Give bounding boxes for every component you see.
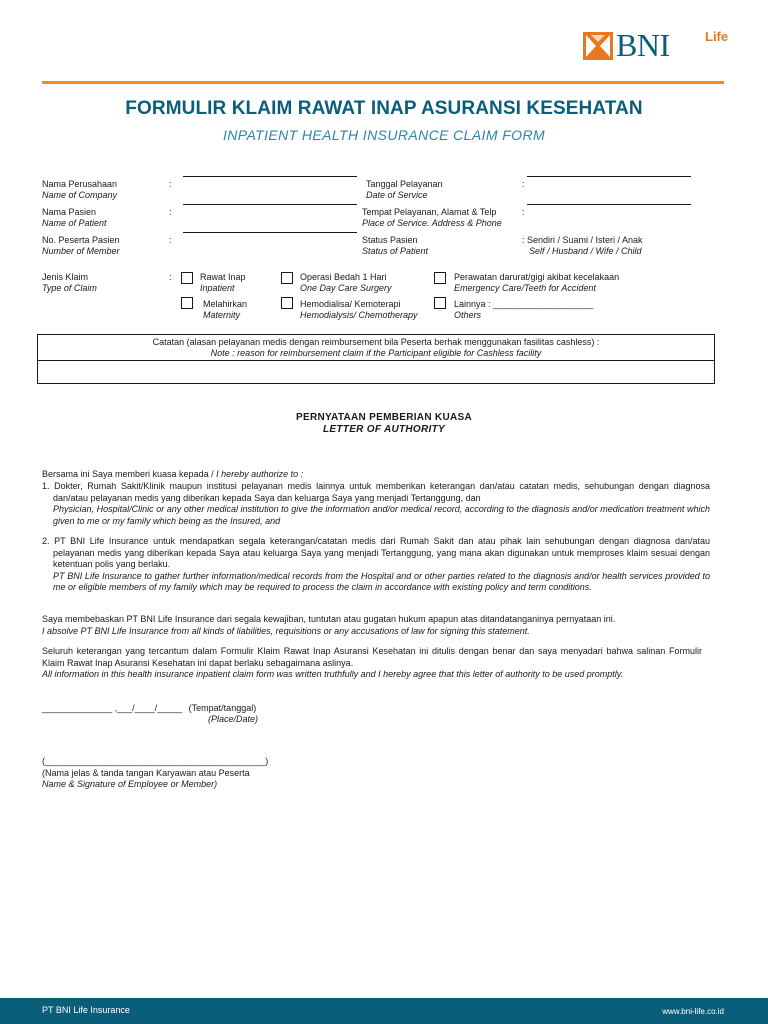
- other-checkbox[interactable]: [434, 297, 446, 309]
- company-label-id: Nama Perusahaan: [42, 179, 118, 189]
- patient-label-id: Nama Pasien: [42, 207, 97, 217]
- other-label-en: Others: [454, 310, 482, 320]
- place-date-field[interactable]: [42, 703, 256, 714]
- emergency-label-en: Emergency Care/Teeth for Accident: [454, 283, 596, 293]
- claim-type-label-en: Type of Claim: [42, 283, 97, 293]
- company-label: [42, 179, 117, 201]
- patient-input-line[interactable]: [183, 204, 357, 205]
- service-place-label: [362, 207, 502, 229]
- place-date-label-en: (Place/Date): [208, 714, 259, 724]
- status-label-en: Status of Patient: [362, 246, 429, 256]
- hemo-checkbox[interactable]: [281, 297, 293, 309]
- status-options-en: Self / Husband / Wife / Child: [529, 246, 642, 256]
- other-label-id: Lainnya : ____________________: [454, 299, 594, 309]
- status-options-id: : Sendiri / Suami / Isteri / Anak: [522, 235, 643, 245]
- authority-intro-en: I hereby authorize to :: [216, 469, 304, 479]
- maternity-checkbox[interactable]: [181, 297, 193, 309]
- surgery-label-id: Operasi Bedah 1 Hari: [300, 272, 387, 282]
- hemo-label-en: Hemodialysis/ Chemotherapy: [300, 310, 418, 320]
- status-label-id: Status Pasien: [362, 235, 418, 245]
- patient-colon: :: [169, 207, 172, 217]
- footer-company: PT BNI Life Insurance: [42, 1005, 130, 1015]
- maternity-option: [203, 299, 247, 321]
- patient-label-en: Name of Patient: [42, 218, 107, 228]
- company-input-line[interactable]: [183, 176, 357, 177]
- authority-declaration-id: Seluruh keterangan yang tercantum dalam Formulir Klaim Rawat Inap Asuransi Kesehatan ini ditulis dengan benar dan saya menyadari bahwa salinan Formulir Klaim Rawat Inap Asuransi Kesehatan ini dapat berlaku sebagaimana aslinya.: [42, 646, 702, 668]
- authority-point-2-en: PT BNI Life Insurance to gather further information/medical records from the Hospital and or other parties related to the diagnosis and/or health services provided to me or eligible members of my family which may be required to process the claim in accordance with existing policy and term conditions.: [53, 570, 710, 592]
- form-title: FORMULIR KLAIM RAWAT INAP ASURANSI KESEHATAN: [125, 98, 643, 119]
- authority-release-id: Saya membebaskan PT BNI Life Insurance dari segala kewajiban, tuntutan atau gugatan hukum apapun atas ditandatanganinya pernyataan ini.: [42, 614, 616, 624]
- emergency-checkbox[interactable]: [434, 272, 446, 284]
- logo-text: BNI: [616, 27, 670, 63]
- authority-intro: [42, 469, 712, 481]
- other-option: [454, 299, 593, 321]
- company-colon: :: [169, 179, 172, 189]
- maternity-label-id: Melahirkan: [203, 299, 248, 309]
- authority-point-2: [42, 536, 710, 594]
- member-colon: :: [169, 235, 172, 245]
- header-divider: [42, 81, 724, 84]
- authority-intro-id: Bersama ini Saya memberi kuasa kepada /: [42, 469, 217, 479]
- status-label: [362, 235, 428, 257]
- notes-divider: [38, 360, 714, 361]
- inpatient-checkbox[interactable]: [181, 272, 193, 284]
- service-place-colon: :: [522, 207, 525, 217]
- claim-type-label-id: Jenis Klaim: [42, 272, 89, 282]
- signature-line[interactable]: (____________________________________________): [42, 756, 269, 766]
- member-label-en: Number of Member: [42, 246, 120, 256]
- service-date-label: [366, 179, 443, 201]
- service-date-colon: :: [522, 179, 525, 189]
- maternity-label-en: Maternity: [203, 310, 241, 320]
- notes-caption-id: Catatan (alasan pelayanan medis dengan reimbursement bila Peserta berhak menggunakan fasilitas cashless) :: [152, 337, 600, 347]
- authority-title: PERNYATAAN PEMBERIAN KUASA: [296, 412, 472, 423]
- service-date-label-id: Tanggal Pelayanan: [366, 179, 443, 189]
- authority-point-1-en: Physician, Hospital/Clinic or any other medical institution to give the information and/or medical record, according to the diagnosis and/or medication treatment which given to me or my family which being as the Insured, and: [53, 504, 710, 526]
- inpatient-label-en: Inpatient: [200, 283, 235, 293]
- member-label-id: No. Peserta Pasien: [42, 235, 120, 245]
- notes-caption-en: Note : reason for reimbursement claim if the Participant eligible for Cashless facility: [210, 348, 542, 358]
- claim-type-label: [42, 272, 97, 294]
- hemo-label-id: Hemodialisa/ Kemoterapi: [300, 299, 401, 309]
- emergency-label-id: Perawatan darurat/gigi akibat kecelakaan: [454, 272, 620, 282]
- bni-logo-icon: [583, 32, 613, 60]
- patient-label: [42, 207, 107, 229]
- member-label: [42, 235, 120, 257]
- company-label-en: Name of Company: [42, 190, 118, 200]
- page-footer: [0, 998, 768, 1024]
- place-date-line: ______________ ,___/____/_____: [42, 703, 183, 713]
- signature-label-en: Name & Signature of Employee or Member): [42, 779, 218, 789]
- signature-label-id: (Nama jelas & tanda tangan Karyawan atau Peserta: [42, 768, 250, 778]
- service-date-input-line[interactable]: [527, 176, 691, 177]
- footer-website-link[interactable]: www.bni-life.co.id: [662, 1007, 724, 1016]
- inpatient-option: [200, 272, 246, 294]
- place-date-label-id: (Tempat/tanggal): [188, 703, 257, 713]
- surgery-option: [300, 272, 392, 294]
- authority-point-1-id: 1. Dokter, Rumah Sakit/Klinik maupun institusi pelayanan medis lainnya untuk memberikan keterangan dan/atau catatan medis, sehubungan dengan diagnosa dan/atau pelayanan medis yang diberikan kepada Saya dan keluarga Saya yang menjadi Tertanggung, dan: [42, 481, 710, 503]
- authority-subtitle: LETTER OF AUTHORITY: [323, 424, 445, 435]
- notes-box[interactable]: [37, 334, 715, 384]
- service-place-label-id: Tempat Pelayanan, Alamat & Telp: [362, 207, 497, 217]
- hemo-option: [300, 299, 418, 321]
- inpatient-label-id: Rawat Inap: [200, 272, 246, 282]
- claim-type-colon: :: [169, 272, 172, 282]
- notes-caption: [38, 337, 714, 359]
- authority-release-en: I absolve PT BNI Life Insurance from all kinds of liabilities, requisitions or any accusations of law for signing this statement.: [42, 625, 530, 636]
- signature-label: [42, 768, 250, 790]
- service-date-label-en: Date of Service: [366, 190, 428, 200]
- logo-suffix: Life: [705, 29, 729, 44]
- surgery-checkbox[interactable]: [281, 272, 293, 284]
- authority-point-1: [42, 481, 710, 527]
- authority-declaration-en: All information in this health insurance inpatient claim form was written truthfully and I hereby agree that this letter of authority to be used promptly.: [42, 669, 624, 679]
- service-place-input-line[interactable]: [527, 204, 691, 205]
- emergency-option: [454, 272, 619, 294]
- authority-release: [42, 614, 712, 637]
- authority-point-2-id: 2. PT BNI Life Insurance untuk mendapatkan segala keterangan/catatan medis dari Rumah Sakit dan atau pihak lain sehubungan dengan diagnosa dan/atau pelayanan medis yang diberikan kepada Saya atau keluarga Saya yang menjadi Tertanggung, yang mana akan digunakan untuk memproses klaim sesuai dengan ketentuan polis yang berlaku.: [42, 536, 710, 569]
- status-options[interactable]: [522, 235, 643, 257]
- form-subtitle: INPATIENT HEALTH INSURANCE CLAIM FORM: [222, 127, 546, 143]
- authority-declaration: [42, 646, 702, 681]
- member-input-line[interactable]: [183, 232, 357, 233]
- service-place-label-en: Place of Service. Address & Phone: [362, 218, 502, 228]
- surgery-label-en: One Day Care Surgery: [300, 283, 392, 293]
